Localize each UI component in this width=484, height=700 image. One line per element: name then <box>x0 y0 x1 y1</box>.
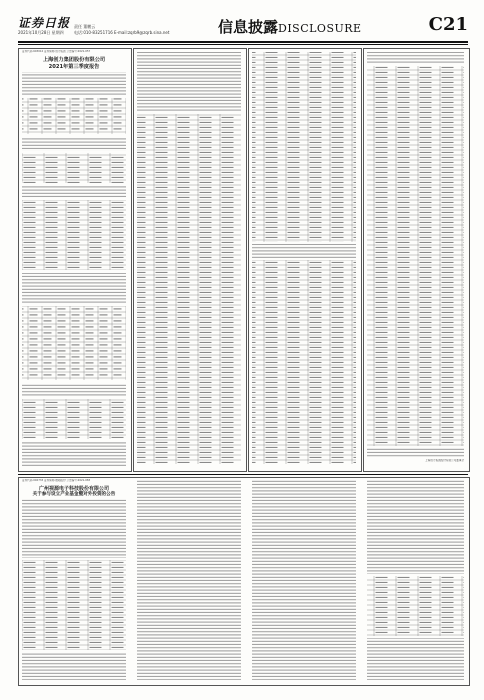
upper-col2-table <box>137 114 241 464</box>
upper-col1-text-e <box>22 383 126 397</box>
upper-col1-text-a <box>22 72 126 96</box>
upper-col3-table-b <box>252 260 356 464</box>
upper-col3-table-a <box>252 52 356 242</box>
upper-col4-text-b <box>367 448 464 458</box>
upper-col4-text-a <box>367 52 464 64</box>
upper-col2-text-a <box>137 52 241 112</box>
section-separator <box>18 474 468 475</box>
upper-col1-table-b <box>22 153 126 183</box>
upper-company-name: 上海创力集团股份有限公司 <box>42 57 106 63</box>
upper-col1-text-b <box>22 137 126 151</box>
contact-line: 电话:010-83251716 E-mail:zqrb9@zqrb.sina.net <box>74 30 170 35</box>
upper-col1-text-d <box>22 273 126 303</box>
lower-announcement-frame <box>18 477 470 686</box>
upper-report-title: 2021年第三季度报告 <box>48 64 100 70</box>
edition-date: 2021年10月28日 星期四 <box>18 30 64 35</box>
section-title-en: DISCLOSURE <box>278 22 362 35</box>
upper-col3-text-a <box>252 244 356 258</box>
upper-signature: 上海创力集团股份有限公司董事会 <box>425 459 464 462</box>
upper-col1-text-f <box>22 442 126 466</box>
upper-col1-table-c <box>22 200 126 270</box>
section-title-cn: 信息披露 <box>218 18 279 36</box>
upper-col1-table-a <box>22 98 126 134</box>
upper-col1-text-c <box>22 186 126 198</box>
upper-col4-table <box>367 66 464 446</box>
upper-col1-table-e <box>22 399 126 439</box>
lower-company-name: 广州视源电子科技股份有限公司 <box>38 486 109 492</box>
editor-line: 责任 董鹏云 <box>74 24 96 29</box>
upper-code-line: 证券代码:603012 证券简称:创力集团 公告编号:2021-057 <box>22 50 91 53</box>
lower-report-title: 关于参与设立产业基金暨对外投资的公告 <box>32 492 116 497</box>
page-number: C21 <box>428 14 468 35</box>
upper-col1-table-d <box>22 306 126 380</box>
lower-code-line: 证券代码:002733 证券简称:雄韬股份 公告编号:2021-083 <box>22 479 91 482</box>
newspaper-logo: 证券日报 <box>18 16 71 30</box>
